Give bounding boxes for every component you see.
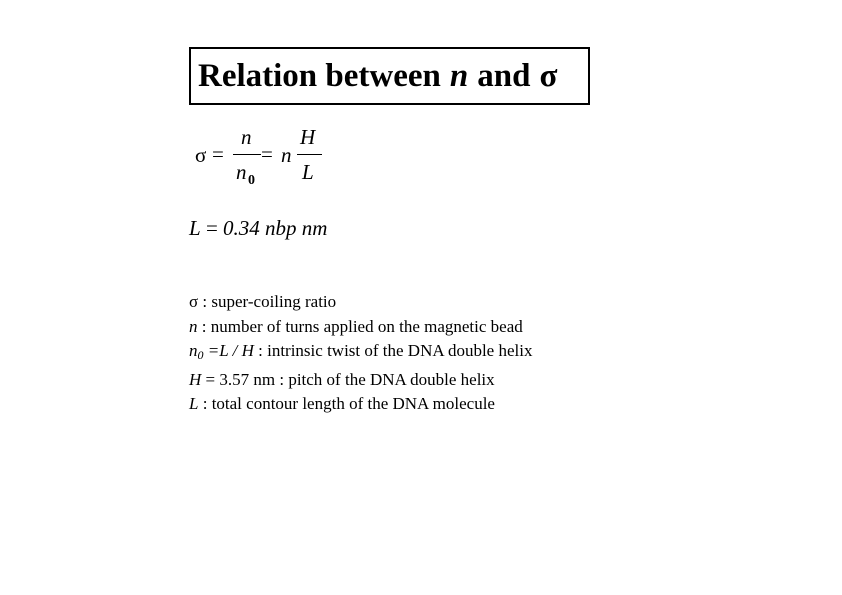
formula-sigma: σ: [195, 143, 207, 167]
formula-n: n: [281, 143, 292, 167]
formula-numerator-h: H: [300, 125, 316, 149]
formula-fraction-bar-2: [297, 154, 322, 155]
sigma-formula: [195, 125, 335, 195]
definition-text: : intrinsic twist of the DNA double helix: [253, 341, 533, 360]
definition-symbol: L: [189, 394, 199, 413]
slide-title: [189, 47, 590, 105]
formula-denominator-subscript: 0: [248, 173, 255, 188]
length-equation: [189, 216, 327, 241]
title-var-n: n: [449, 57, 469, 94]
definition-sigma: [189, 290, 532, 315]
definition-symbol: n: [189, 316, 198, 336]
length-equals: =: [205, 216, 218, 240]
formula-denominator-n: n: [236, 160, 247, 184]
title-prefix: Relation between: [198, 57, 441, 94]
definition-text: : number of turns applied on the magnetic bead: [197, 316, 523, 336]
definition-symbol: n: [189, 341, 198, 360]
title-conj: and: [477, 57, 531, 94]
definition-middle: =L / H: [203, 341, 254, 360]
title-sigma: σ: [539, 57, 558, 94]
definition-h: [189, 368, 532, 393]
definition-text: : total contour length of the DNA molecule: [198, 394, 495, 413]
length-var: L: [189, 216, 201, 240]
definition-subscript: 0: [197, 348, 204, 362]
definition-text: : super-coiling ratio: [198, 292, 337, 311]
formula-denominator-l: L: [302, 160, 314, 184]
formula-numerator-n: n: [241, 125, 252, 149]
definition-text: = 3.57 nm : pitch of the DNA double helix: [201, 369, 495, 389]
definition-l: [189, 392, 532, 417]
definition-n: [189, 315, 532, 340]
length-value: 0.34 nbp nm: [223, 216, 328, 240]
formula-fraction-bar-1: [233, 154, 261, 155]
definition-symbol: σ: [189, 292, 199, 311]
formula-equals-1: =: [212, 142, 224, 166]
definitions-list: [189, 290, 532, 417]
definition-symbol: H: [189, 369, 202, 389]
formula-equals-2: =: [261, 142, 273, 166]
definition-n0: [189, 339, 532, 368]
